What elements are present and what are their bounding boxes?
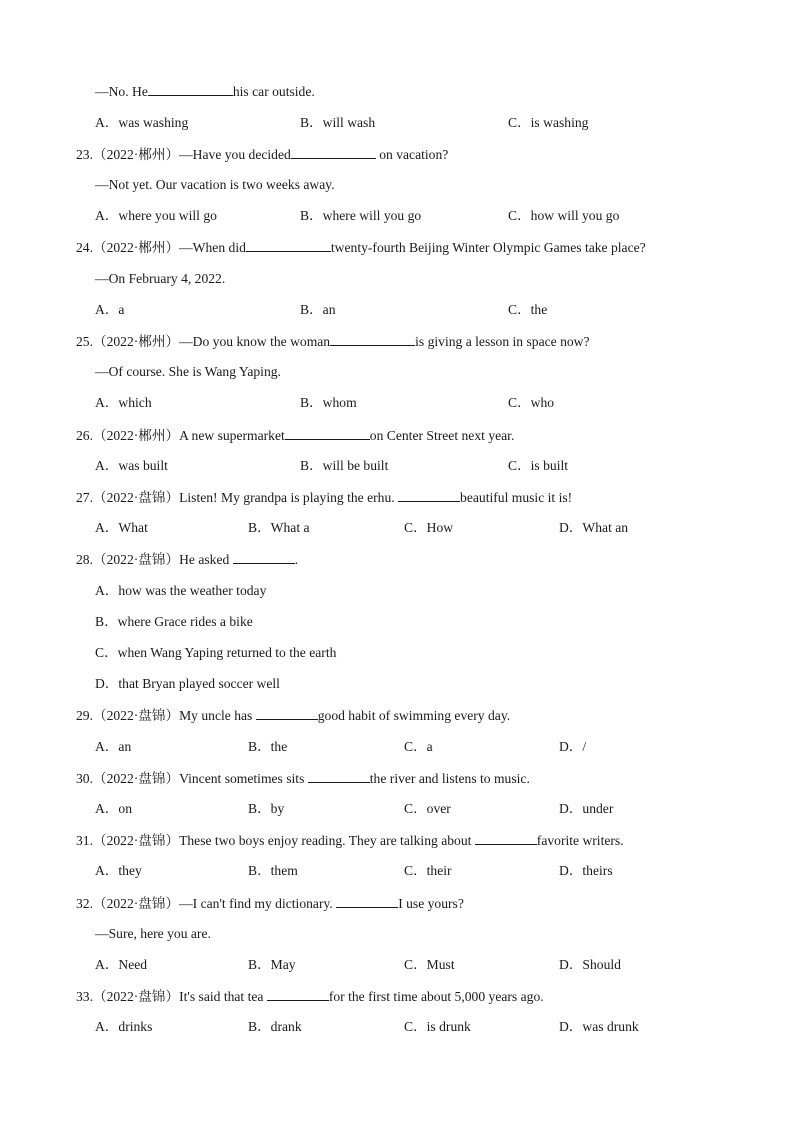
q33-stem-text-a: 33.（2022·盘锦）It's said that tea	[76, 989, 267, 1004]
answer-blank[interactable]	[256, 706, 318, 720]
q29-stem-text-b: good habit of swimming every day.	[317, 708, 511, 723]
q28-stem-text-a: 28.（2022·盘锦）He asked	[76, 552, 233, 567]
q30-option-a[interactable]: A．on	[95, 801, 133, 816]
answer-blank[interactable]	[148, 82, 233, 96]
q23-option-c[interactable]: C．how will you go	[508, 208, 620, 223]
q22-reply-text-b: his car outside.	[232, 84, 315, 99]
q23-option-a[interactable]: A．where you will go	[95, 208, 217, 223]
q27-option-a[interactable]: A．What	[95, 520, 148, 535]
q31-option-c[interactable]: C．their	[404, 863, 452, 878]
q32-stem-text-a: 32.（2022·盘锦）—I can't find my dictionary.	[76, 896, 337, 911]
q27-stem-text-b: beautiful music it is!	[460, 490, 573, 505]
q28-option-d[interactable]: D．that Bryan played soccer well	[95, 676, 280, 691]
q24-stem-text-b: twenty-fourth Beijing Winter Olympic Games take place?	[330, 240, 646, 255]
q24-stem	[76, 238, 646, 257]
q28-stem	[76, 550, 298, 569]
q28-option-b[interactable]: B．where Grace rides a bike	[95, 614, 253, 629]
q29-option-d[interactable]: D．/	[559, 739, 587, 754]
q25-option-a[interactable]: A．which	[95, 395, 152, 410]
q26-option-a[interactable]: A．was built	[95, 458, 168, 473]
q32-option-b[interactable]: B．May	[248, 957, 296, 972]
q22-reply	[95, 82, 315, 101]
q29-stem	[76, 706, 510, 725]
answer-blank[interactable]	[285, 426, 370, 440]
q31-stem	[76, 831, 624, 850]
answer-blank[interactable]	[330, 332, 415, 346]
answer-blank[interactable]	[398, 488, 460, 502]
q25-stem-text-b: is giving a lesson in space now?	[415, 334, 590, 349]
q28-stem-text-b: .	[294, 552, 299, 567]
q30-option-b[interactable]: B．by	[248, 801, 285, 816]
q23-stem	[76, 145, 448, 164]
q33-option-b[interactable]: B．drank	[248, 1019, 302, 1034]
answer-blank[interactable]	[475, 831, 537, 845]
q33-option-d[interactable]: D．was drunk	[559, 1019, 639, 1034]
q25-stem	[76, 332, 590, 351]
q25-option-b[interactable]: B．whom	[300, 395, 357, 410]
answer-blank[interactable]	[308, 769, 370, 783]
q31-stem-text-a: 31.（2022·盘锦）These two boys enjoy reading. They are talking about	[76, 833, 475, 848]
q27-option-b[interactable]: B．What a	[248, 520, 310, 535]
q31-option-d[interactable]: D．theirs	[559, 863, 613, 878]
q24-reply: —On February 4, 2022.	[95, 271, 226, 286]
q29-option-b[interactable]: B．the	[248, 739, 288, 754]
q22-reply-text-a: —No. He	[95, 84, 148, 99]
q24-option-a[interactable]: A．a	[95, 302, 125, 317]
answer-blank[interactable]	[267, 987, 329, 1001]
q30-stem	[76, 769, 530, 788]
q27-option-d[interactable]: D．What an	[559, 520, 629, 535]
q22-option-b[interactable]: B．will wash	[300, 115, 376, 130]
q26-option-c[interactable]: C．is built	[508, 458, 569, 473]
answer-blank[interactable]	[291, 145, 376, 159]
q27-stem-text-a: 27.（2022·盘锦）Listen! My grandpa is playing the erhu.	[76, 490, 399, 505]
q32-reply: —Sure, here you are.	[95, 926, 211, 941]
q23-reply: —Not yet. Our vacation is two weeks away.	[95, 177, 335, 192]
q25-reply: —Of course. She is Wang Yaping.	[95, 364, 281, 379]
q24-option-b[interactable]: B．an	[300, 302, 336, 317]
answer-blank[interactable]	[336, 894, 398, 908]
q24-stem-text-a: 24.（2022·郴州）—When did	[76, 240, 246, 255]
q30-option-c[interactable]: C．over	[404, 801, 451, 816]
q32-option-a[interactable]: A．Need	[95, 957, 148, 972]
q31-stem-text-b: favorite writers.	[536, 833, 624, 848]
q26-stem-text-a: 26.（2022·郴州）A new supermarket	[76, 428, 285, 443]
q32-stem-text-b: I use yours?	[398, 896, 464, 911]
q29-option-a[interactable]: A．an	[95, 739, 132, 754]
q23-stem-text-a: 23.（2022·郴州）—Have you decided	[76, 147, 291, 162]
q26-stem-text-b: on Center Street next year.	[369, 428, 515, 443]
q33-option-c[interactable]: C．is drunk	[404, 1019, 471, 1034]
q32-stem	[76, 894, 464, 913]
q27-stem	[76, 488, 572, 507]
q29-option-c[interactable]: C．a	[404, 739, 433, 754]
q29-stem-text-a: 29.（2022·盘锦）My uncle has	[76, 708, 256, 723]
q31-option-a[interactable]: A．they	[95, 863, 142, 878]
q33-stem-text-b: for the first time about 5,000 years ago.	[328, 989, 544, 1004]
q22-option-c[interactable]: C．is washing	[508, 115, 589, 130]
q32-option-d[interactable]: D．Should	[559, 957, 621, 972]
q28-option-a[interactable]: A．how was the weather today	[95, 583, 267, 598]
q33-option-a[interactable]: A．drinks	[95, 1019, 153, 1034]
q25-stem-text-a: 25.（2022·郴州）—Do you know the woman	[76, 334, 331, 349]
q30-stem-text-a: 30.（2022·盘锦）Vincent sometimes sits	[76, 771, 308, 786]
q25-option-c[interactable]: C．who	[508, 395, 555, 410]
q22-option-a[interactable]: A．was washing	[95, 115, 189, 130]
q31-option-b[interactable]: B．them	[248, 863, 298, 878]
q33-stem	[76, 987, 544, 1006]
q23-option-b[interactable]: B．where will you go	[300, 208, 422, 223]
q30-stem-text-b: the river and listens to music.	[369, 771, 530, 786]
q24-option-c[interactable]: C．the	[508, 302, 548, 317]
q28-option-c[interactable]: C．when Wang Yaping returned to the earth	[95, 645, 337, 660]
q23-stem-text-b: on vacation?	[375, 147, 449, 162]
answer-blank[interactable]	[233, 550, 295, 564]
q26-stem	[76, 426, 514, 445]
q32-option-c[interactable]: C．Must	[404, 957, 455, 972]
q26-option-b[interactable]: B．will be built	[300, 458, 389, 473]
q30-option-d[interactable]: D．under	[559, 801, 614, 816]
q27-option-c[interactable]: C．How	[404, 520, 454, 535]
answer-blank[interactable]	[246, 238, 331, 252]
